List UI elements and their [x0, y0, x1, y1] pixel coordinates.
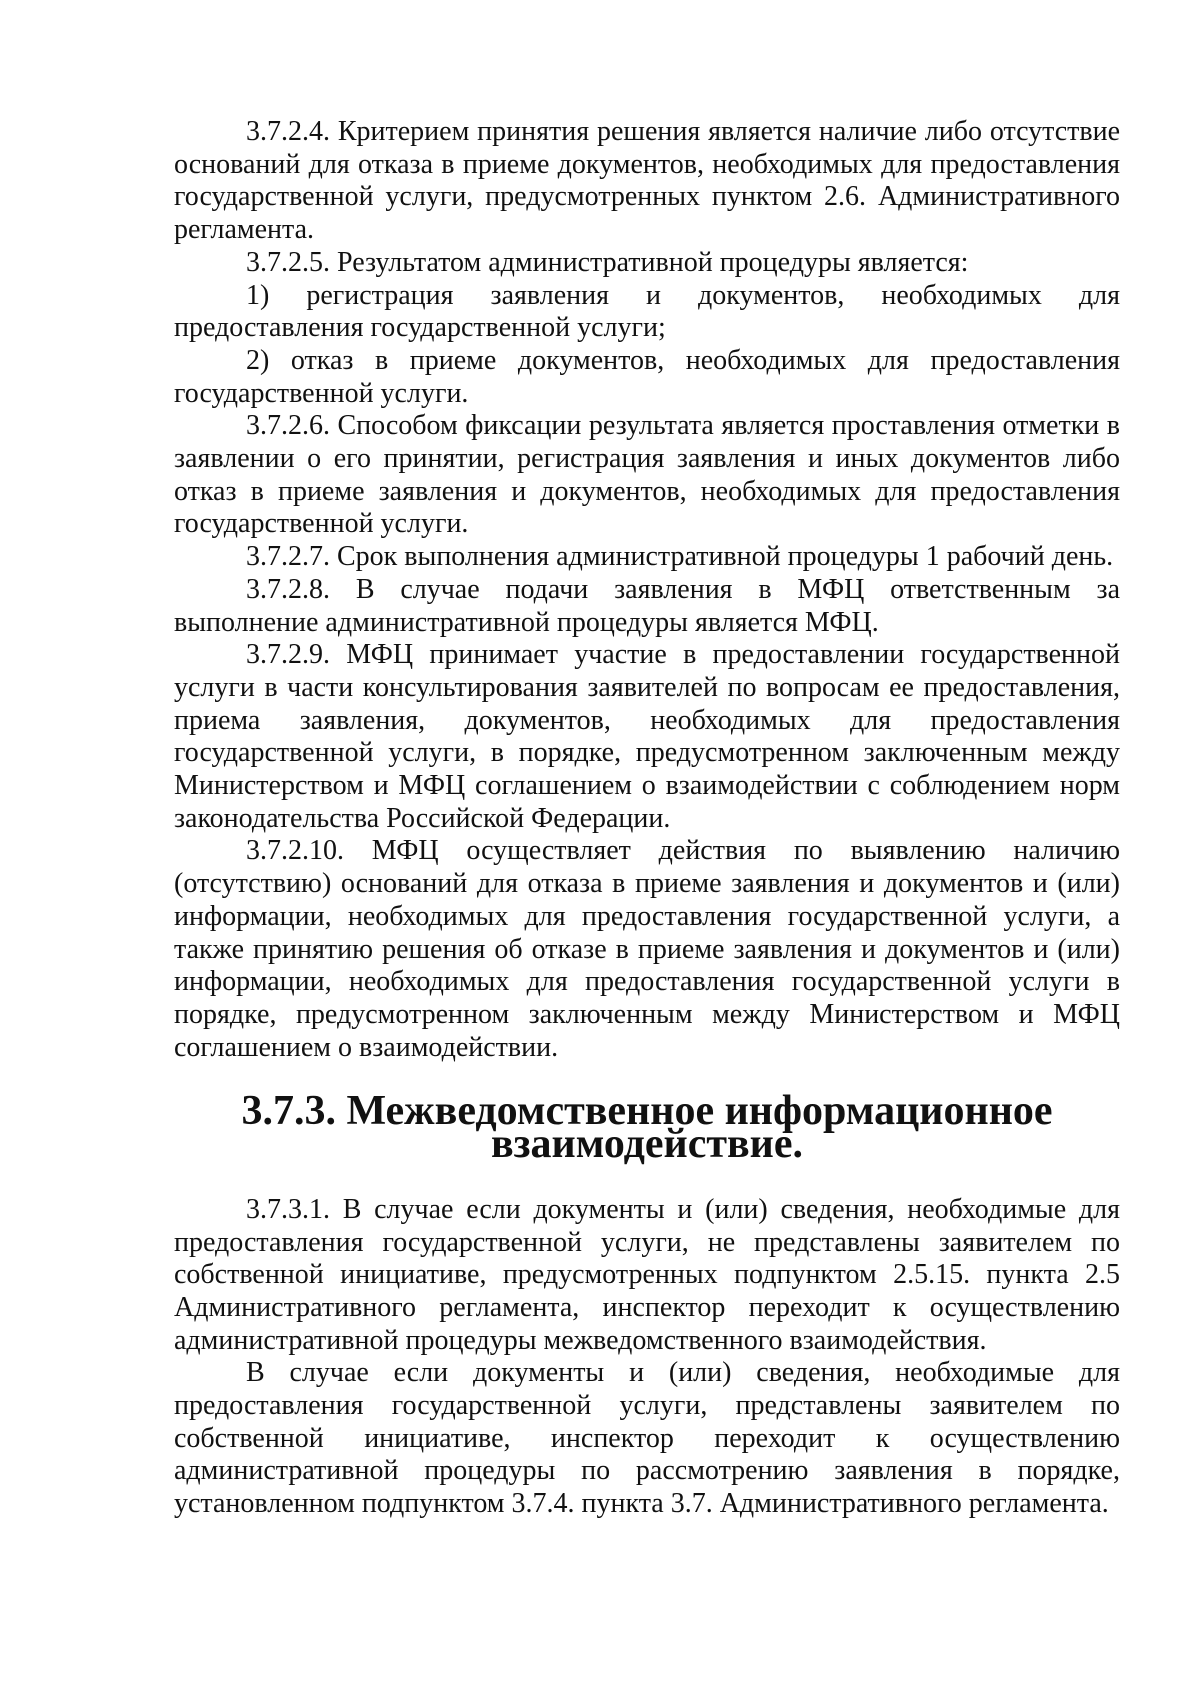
paragraph-3-7-2-8: 3.7.2.8. В случае подачи заявления в МФЦ ответственным за выполнение административной процедуры является МФЦ. [174, 573, 1120, 638]
paragraph-item-2: 2) отказ в приеме документов, необходимых для предоставления государственной услуги. [174, 344, 1120, 409]
paragraph-3-7-2-9: 3.7.2.9. МФЦ принимает участие в предоставлении государственной услуги в части консультирования заявителей по вопросам ее предоставления, приема заявления, документов, необходимых для предоставления государственной услуги, в порядке, предусмотренном заключенным между Министерством и МФЦ соглашением о взаимодействии с соблюдением норм законодательства Российской Федерации. [174, 639, 1120, 834]
paragraph-3-7-3-1: 3.7.3.1. В случае если документы и (или) сведения, необходимые для предоставления государственной услуги, не представлены заявителем по собственной инициативе, предусмотренных подпунктом 2.5.15. пункта 2.5 Административного регламента, инспектор переходит к осуществлению административной процедуры межведомственного взаимодействия. [174, 1193, 1120, 1356]
section-heading-3-7-3: 3.7.3. Межведомственное информационное взаимодействие. [241, 1088, 1053, 1168]
paragraph-3-7-2-7: 3.7.2.7. Срок выполнения административной процедуры 1 рабочий день. [246, 541, 1114, 573]
paragraph-item-1: 1) регистрация заявления и документов, необходимых для предоставления государственной услуги; [174, 279, 1120, 344]
paragraph-3-7-2-6: 3.7.2.6. Способом фиксации результата является проставления отметки в заявлении о его принятии, регистрация заявления и иных документов либо отказ в приеме заявления и документов, необходимых для предоставления государственной услуги. [174, 410, 1120, 540]
document-page [174, 116, 1120, 1521]
paragraph-3-7-3-1-cont: В случае если документы и (или) сведения, необходимые для предоставления государственной услуги, представлены заявителем по собственной инициативе, инспектор переходит к осуществлению административной процедуры по рассмотрению заявления в порядке, установленном подпунктом 3.7.4. пункта 3.7. Административного регламента. [174, 1357, 1120, 1520]
paragraph-3-7-2-5: 3.7.2.5. Результатом административной процедуры является: [246, 246, 969, 278]
paragraph-3-7-2-10: 3.7.2.10. МФЦ осуществляет действия по выявлению наличию (отсутствию) оснований для отказа в приеме заявления и документов и (или) информации, необходимых для предоставления государственной услуги, а также принятию решения об отказе в приеме заявления и документов и (или) информации, необходимых для предоставления государственной услуги в порядке, предусмотренном заключенным между Министерством и МФЦ соглашением о взаимодействии. [174, 835, 1120, 1063]
paragraph-3-7-2-4: 3.7.2.4. Критерием принятия решения является наличие либо отсутствие оснований для отказа в приеме документов, необходимых для предоставления государственной услуги, предусмотренных пунктом 2.6. Административного регламента. [174, 116, 1120, 246]
